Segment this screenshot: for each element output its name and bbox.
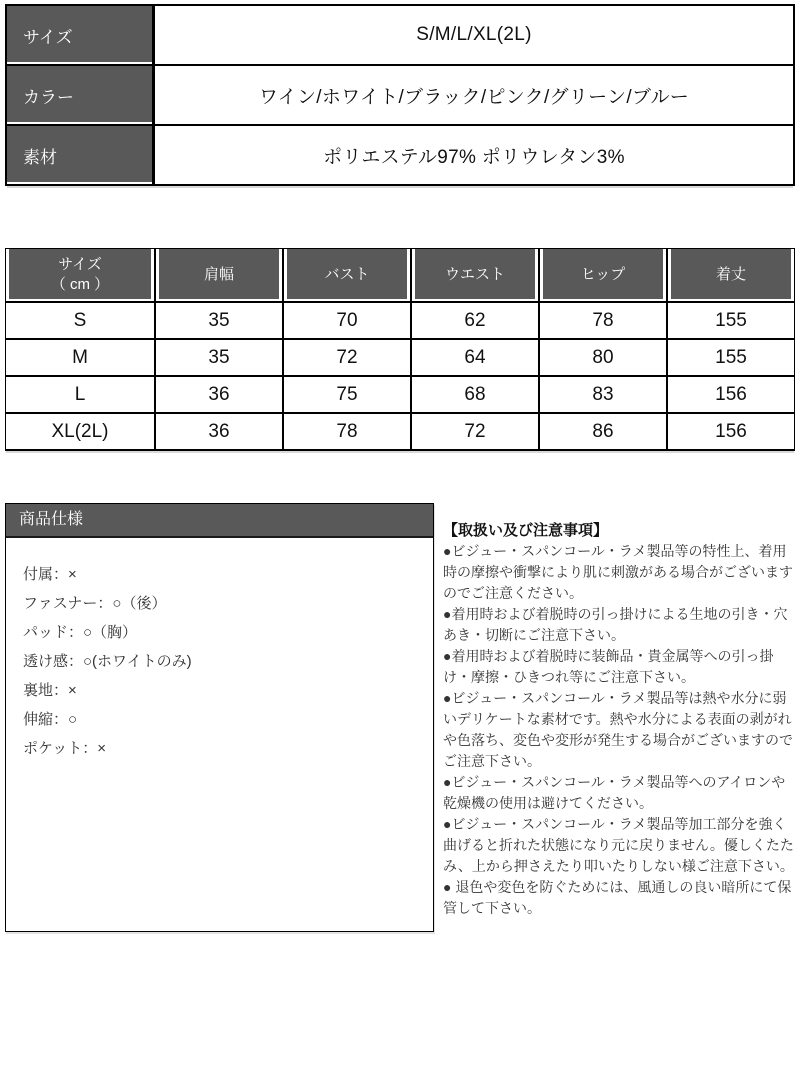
size-chart-row-s: [6, 301, 794, 338]
info-label-color: カラー: [7, 66, 155, 124]
care-notes-title: 【取扱い及び注意事項】: [443, 522, 609, 539]
spec-line-stretch: 伸縮：○: [23, 711, 78, 728]
size-header-line1: サイズ: [58, 256, 102, 273]
size-cell-value: 78: [282, 414, 410, 449]
size-col-header-shoulder: 肩幅: [154, 249, 282, 301]
size-chart-header-row: [6, 249, 794, 301]
spec-box-title-bar: 商品仕様: [6, 504, 433, 538]
spec-line-sheerness: 透け感：○(ホワイトのみ): [23, 653, 192, 670]
size-cell-value: 86: [538, 414, 666, 449]
info-label-size: サイズ: [7, 6, 155, 64]
spec-line-pad: パッド：○（胸）: [23, 624, 138, 641]
size-chart-row-l: [6, 375, 794, 412]
care-note-item: ● 退色や変色を防ぐためには、風通しの良い暗所にて保管して下さい。: [443, 879, 792, 916]
size-cell-value: 75: [282, 377, 410, 412]
spec-line-lining: 裏地：×: [23, 682, 77, 699]
info-value-size: S/M/L/XL(2L): [416, 24, 532, 45]
size-col-header-hip: ヒップ: [538, 249, 666, 301]
size-cell-value: 62: [410, 303, 538, 338]
product-info-table: [5, 4, 795, 186]
size-col-header-bust: バスト: [282, 249, 410, 301]
info-row-color: [7, 66, 793, 126]
size-cell-value: 70: [282, 303, 410, 338]
info-value-material: ポリエステル97% ポリウレタン3%: [323, 146, 625, 168]
size-cell-value: 72: [410, 414, 538, 449]
size-cell-value: 156: [666, 377, 794, 412]
size-cell-value: 64: [410, 340, 538, 375]
size-cell-label: M: [72, 346, 88, 368]
info-row-material: [7, 126, 793, 184]
size-chart-row-xl: [6, 412, 794, 449]
size-chart-row-m: [6, 338, 794, 375]
care-note-item: ●ビジュー・スパンコール・ラメ製品等の特性上、着用時の摩擦や衝撃により肌に刺激がある場合がございますのでご注意ください。: [443, 543, 793, 601]
size-cell-label: XL(2L): [51, 420, 109, 442]
size-cell-value: 72: [282, 340, 410, 375]
size-cell-value: 68: [410, 377, 538, 412]
size-header-line2: （ cm ）: [50, 276, 110, 293]
size-cell-value: 36: [154, 414, 282, 449]
care-note-item: ●ビジュー・スパンコール・ラメ製品等へのアイロンや乾燥機の使用は避けてください。: [443, 774, 786, 811]
size-cell-value: 36: [154, 377, 282, 412]
size-cell-value: 35: [154, 303, 282, 338]
size-cell-value: 83: [538, 377, 666, 412]
care-note-item: ●ビジュー・スパンコール・ラメ製品等は熱や水分に弱いデリケートな素材です。熱や水分による表面の剥がれや色落ち、変色や変形が発生する場合がございますのでご注意下さい。: [443, 690, 793, 769]
spec-line-accessory: 付属：×: [23, 566, 77, 583]
size-cell-label: S: [73, 309, 87, 331]
care-notes: [443, 520, 797, 919]
spec-line-zipper: ファスナー：○（後）: [23, 595, 167, 612]
info-row-size: [7, 6, 793, 66]
size-cell-value: 156: [666, 414, 794, 449]
spec-box-content: [6, 538, 433, 763]
care-note-item: ●ビジュー・スパンコール・ラメ製品等加工部分を強く曲げると折れた状態になり元に戻りません。優しくたたみ、上から押さえたり叩いたりしない様ご注意下さい。: [443, 816, 794, 874]
size-col-header-unit: [6, 249, 154, 301]
size-chart-table: [5, 248, 795, 451]
size-cell-value: 155: [666, 303, 794, 338]
size-cell-value: 80: [538, 340, 666, 375]
spec-line-pocket: ポケット：×: [23, 740, 107, 757]
info-value-color: ワイン/ホワイト/ブラック/ピンク/グリーン/ブルー: [258, 86, 690, 108]
size-col-header-waist: ウエスト: [410, 249, 538, 301]
size-col-header-length: 着丈: [666, 249, 794, 301]
spec-box: [5, 503, 434, 932]
size-cell-value: 78: [538, 303, 666, 338]
care-note-item: ●着用時および着脱時に装飾品・貴金属等への引っ掛け・摩擦・ひきつれ等にご注意下さい。: [443, 648, 774, 685]
size-cell-label: L: [74, 383, 86, 405]
care-note-item: ●着用時および着脱時の引っ掛けによる生地の引き・穴あき・切断にご注意下さい。: [443, 606, 788, 643]
size-cell-value: 155: [666, 340, 794, 375]
info-label-material: 素材: [7, 126, 155, 184]
size-cell-value: 35: [154, 340, 282, 375]
